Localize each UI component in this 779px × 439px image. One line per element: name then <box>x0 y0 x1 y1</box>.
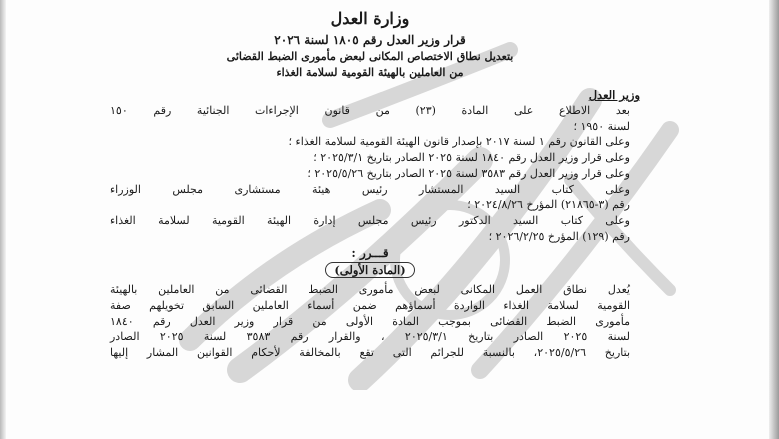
decision-heading: قـــرر : <box>351 246 389 261</box>
recital-line: وعلى قرار وزير العدل رقم ٣٥٨٣ لسنة ٢٠٢٥ الصادر بتاريخ ٢٠٢٥/٥/٢٦ ؛ <box>307 166 630 180</box>
article-line: بتاريخ ٢٠٢٥/٥/٢٦، بالنسبة للجرائم التى تقع بالمخالفة لأحكام القوانين المشار إليها <box>110 346 631 360</box>
article-line: لسنة ٢٠٢٥ الصادر بتاريخ ٢٠٢٥/٣/١ ، والقرار رقم ٣٥٨٣ لسنة ٢٠٢٥ الصادر <box>110 330 630 344</box>
recital-line: وعلى كتاب السيد الدكتور رئيس مجلس إدارة الهيئة القومية لسلامة الغذاء <box>110 213 630 227</box>
decree-page <box>110 4 640 361</box>
decree-title: قرار وزير العدل رقم ١٨٠٥ لسنة ٢٠٢٦ <box>274 33 466 47</box>
preamble-recitals <box>110 103 630 244</box>
scan-edge-right <box>769 0 779 439</box>
recital-line: لسنة ١٩٥٠ ؛ <box>573 119 630 133</box>
article-line: مأمورى الضبط القضائى بموجب المادة الأولى من قرار وزير العدل رقم ١٨٤٠ <box>110 314 630 328</box>
recital-line: رقم (١٢٩) المؤرخ ٢٠٢٦/٢/٢٥ ؛ <box>488 229 630 243</box>
recital-line: وعلى كتاب السيد المستشار رئيس هيئة مستشارى مجلس الوزراء <box>110 182 630 196</box>
subject-line-1: بتعديل نطاق الاختصاص المكانى لبعض مأمورى الضبط القضائى <box>226 50 514 63</box>
recital-line: رقم (٣-٢١٨٦٥) المؤرخ ٢٠٢٤/٨/٢٦ ؛ <box>467 198 630 212</box>
recital-line: بعد الاطلاع على المادة (٢٣) من قانون الإجراءات الجنائية رقم ١٥٠ <box>110 104 630 117</box>
article-line: القومية لسلامة الغذاء الواردة أسماؤهم ضمن أسماء العاملين السابق تخويلهم صفة <box>110 299 630 313</box>
article-label: (المادة الأولى) <box>325 262 414 278</box>
ministry-heading: وزارة العدل <box>330 9 410 28</box>
recital-line: وعلى القانون رقم ١ لسنة ٢٠١٧ بإصدار قانون الهيئة القومية لسلامة الغذاء ؛ <box>288 135 630 149</box>
subject-line-2: من العاملين بالهيئة القومية لسلامة الغذاء <box>276 66 464 79</box>
minister-label: وزير العدل <box>588 88 640 102</box>
article-body <box>110 282 630 361</box>
article-heading <box>110 262 630 278</box>
article-line: يُعدل نطاق العمل المكانى لبعض مأمورى الضبط القضائى من العاملين بالهيئة <box>110 283 630 297</box>
recital-line: وعلى قرار وزير العدل رقم ١٨٤٠ لسنة ٢٠٢٥ الصادر بتاريخ ٢٠٢٥/٣/١ ؛ <box>313 151 630 165</box>
scan-edge-left <box>0 0 6 439</box>
